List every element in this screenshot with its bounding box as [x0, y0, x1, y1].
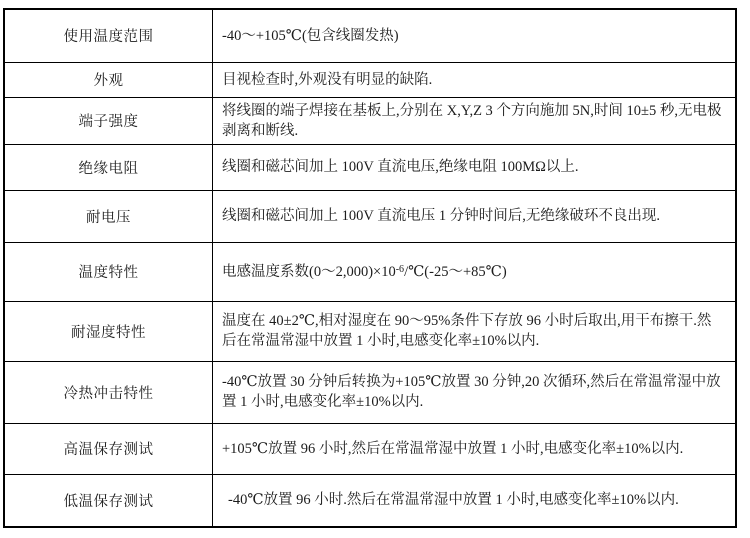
spec-value-exponent: -6 [395, 263, 405, 275]
spec-value: 线圈和磁芯间加上 100V 直流电压 1 分钟时间后,无绝缘破环不良出现. [222, 208, 660, 224]
spec-name: 端子强度 [78, 114, 139, 130]
spec-value-cell [213, 97, 737, 144]
spec-name: 高温保存测试 [63, 442, 154, 458]
table-row [4, 242, 736, 301]
spec-table [3, 8, 737, 528]
spec-value-pre: 电感温度系数(0～2,000)×10 [222, 263, 396, 280]
spec-value-cell [213, 423, 737, 474]
spec-name-cell [4, 62, 213, 97]
spec-name-cell [4, 190, 213, 242]
spec-name-cell [4, 474, 213, 527]
spec-name: 耐湿度特性 [71, 324, 146, 341]
spec-value: 温度在 40±2℃,相对湿度在 90～95%条件下存放 96 小时后取出,用干布擦干.然后在常温常湿中放置 1 小时,电感变化率±10%以内. [222, 313, 712, 349]
table-row [4, 361, 736, 423]
spec-value-cell [213, 361, 737, 423]
spec-value: 目视检查时,外观没有明显的缺陷. [222, 71, 433, 88]
spec-name-cell [4, 9, 213, 62]
spec-name: 使用温度范围 [63, 29, 154, 46]
table-row [4, 474, 736, 527]
spec-value-post: /℃(-25～+85℃) [404, 263, 507, 280]
spec-name: 外观 [93, 73, 124, 89]
table-row [4, 301, 736, 361]
spec-value: 线圈和磁芯间加上 100V 直流电压,绝缘电阻 100MΩ以上. [222, 159, 579, 175]
spec-value: -40℃放置 96 小时.然后在常温常湿中放置 1 小时,电感变化率±10%以内. [228, 492, 679, 509]
spec-value: -40～+105℃(包含线圈发热) [222, 27, 399, 44]
table-row [4, 97, 736, 144]
spec-value-cell [213, 474, 737, 527]
table-row [4, 423, 736, 474]
spec-value-cell [213, 301, 737, 361]
spec-name-cell [4, 301, 213, 361]
table-row [4, 9, 736, 62]
spec-name-cell [4, 97, 213, 144]
spec-value: 将线圈的端子焊接在基板上,分别在 X,Y,Z 3 个方向施加 5N,时间 10±5 秒,无电极剥离和断线. [222, 102, 722, 139]
table-row [4, 144, 736, 190]
spec-name-cell [4, 361, 213, 423]
spec-name: 绝缘电阻 [78, 160, 139, 177]
spec-name: 低温保存测试 [63, 493, 154, 510]
spec-value-cell [213, 242, 737, 301]
spec-value: +105℃放置 96 小时,然后在常温常湿中放置 1 小时,电感变化率±10%以内. [222, 440, 684, 457]
table-row [4, 62, 736, 97]
spec-name: 冷热冲击特性 [63, 385, 154, 402]
spec-value-cell [213, 144, 737, 190]
spec-name: 温度特性 [78, 265, 139, 281]
spec-value-cell [213, 62, 737, 97]
spec-value-cell [213, 190, 737, 242]
spec-name-cell [4, 242, 213, 301]
spec-name-cell [4, 423, 213, 474]
spec-name-cell [4, 144, 213, 190]
spec-value-cell [213, 9, 737, 62]
spec-name: 耐电压 [86, 209, 131, 226]
table-row [4, 190, 736, 242]
spec-value: -40℃放置 30 分钟后转换为+105℃放置 30 分钟,20 次循环,然后在常温常湿中放置 1 小时,电感变化率±10%以内. [222, 374, 721, 410]
